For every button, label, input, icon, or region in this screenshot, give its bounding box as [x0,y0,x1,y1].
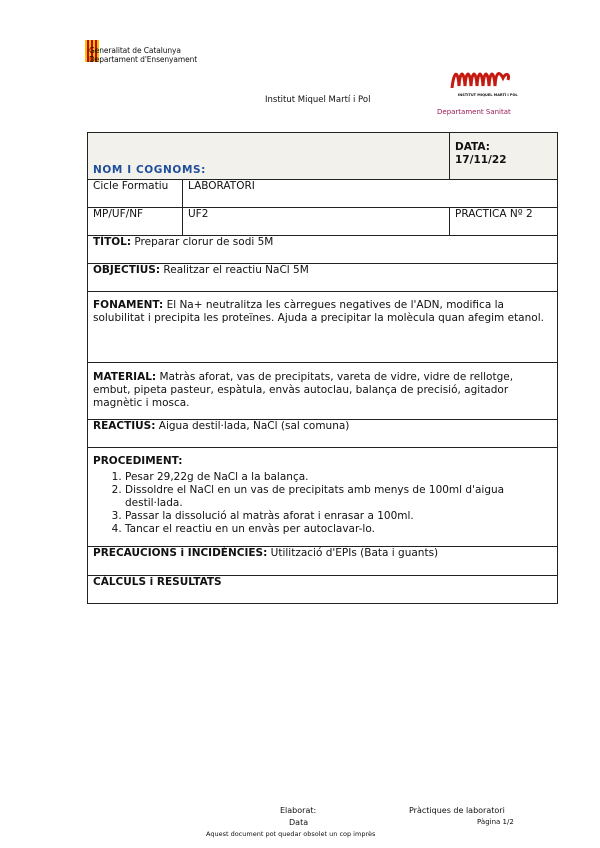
name-field: NOM I COGNOMS: [88,133,450,180]
logo-text: INSTITUT MIQUEL MARTÍ I POL [458,93,518,97]
practice-form [87,132,558,604]
procediment-row [88,448,558,547]
date-field [450,133,558,180]
cicle-value: LABORATORI [183,180,558,208]
practica-number: PRACTICA Nº 2 [450,208,558,236]
calculs-row: CÀLCULS i RESULTATS [88,576,558,604]
procediment-label: PROCEDIMENT: [93,455,183,467]
material-value: Matràs aforat, vas de precipitats, vareta de vidre, vidre de rellotge, embut, pipeta pasteur, espàtula, envàs autoclau, balança de precisió, agitador magnètic i mosca. [93,371,514,409]
institut-name: Institut Miquel Martí i Pol [265,95,371,105]
titol-row [88,236,558,264]
titol-label: TÍTOL: [93,236,132,248]
titol-value: Preparar clorur de sodi 5M [134,236,274,248]
material-label: MATERIAL: [93,371,157,383]
procediment-step: 4. Tancar el reactiu en un envàs per autoclavar-lo. [125,523,552,536]
fonament-value: El Na+ neutralitza les càrregues negatives de l'ADN, modifica la solubilitat i precipita les proteïnes. Ajuda a precipitar la molècula quan afegim etanol. [93,299,544,324]
reactius-value: Aigua destil·lada, NaCl (sal comuna) [158,420,350,432]
procediment-step: 1. Pesar 29,22g de NaCl a la balança. [125,471,552,484]
mp-value: UF2 [183,208,450,236]
gencat-line2: Departament d'Ensenyament [89,55,198,64]
fonament-label: FONAMENT: [93,299,164,311]
procediment-step: 3. Passar la dissolució al matràs aforat i enrasar a 100ml. [125,510,552,523]
institut-logo [448,66,518,106]
footer-elaborat: Elaborat: [280,806,317,815]
objectius-row [88,264,558,292]
gencat-line1: Generalitat de Catalunya [89,46,181,55]
reactius-row [88,420,558,448]
department-name: Departament Sanitat [437,108,511,116]
material-row [88,363,558,420]
procediment-list [93,471,552,536]
cicle-label: Cicle Formatiu [88,180,183,208]
date-value: 17/11/22 [455,154,507,166]
mp-label: MP/UF/NF [88,208,183,236]
objectius-value: Realitzar el reactiu NaCl 5M [163,264,309,276]
footer-pagina: Pàgina 1/2 [477,818,514,826]
precaucions-label: PRECAUCIONS i INCIDÈNCIES: [93,547,268,559]
precaucions-row [88,547,558,576]
procediment-step: 2. Dissoldre el NaCl en un vas de precipitats amb menys de 100ml d'aigua destil·lada. [125,484,552,510]
date-label: DATA: [455,141,490,153]
precaucions-value: Utilització d'EPIs (Bata i guants) [270,547,439,559]
fonament-row [88,292,558,363]
objectius-label: OBJECTIUS: [93,264,161,276]
reactius-label: REACTIUS: [93,420,156,432]
footer-data: Data [289,818,309,827]
institut-logo-icon [448,66,518,94]
footer-obsolet-note: Aquest document pot quedar obsolet un cop imprès [206,830,376,838]
footer-practiques: Pràctiques de laboratori [409,806,505,815]
